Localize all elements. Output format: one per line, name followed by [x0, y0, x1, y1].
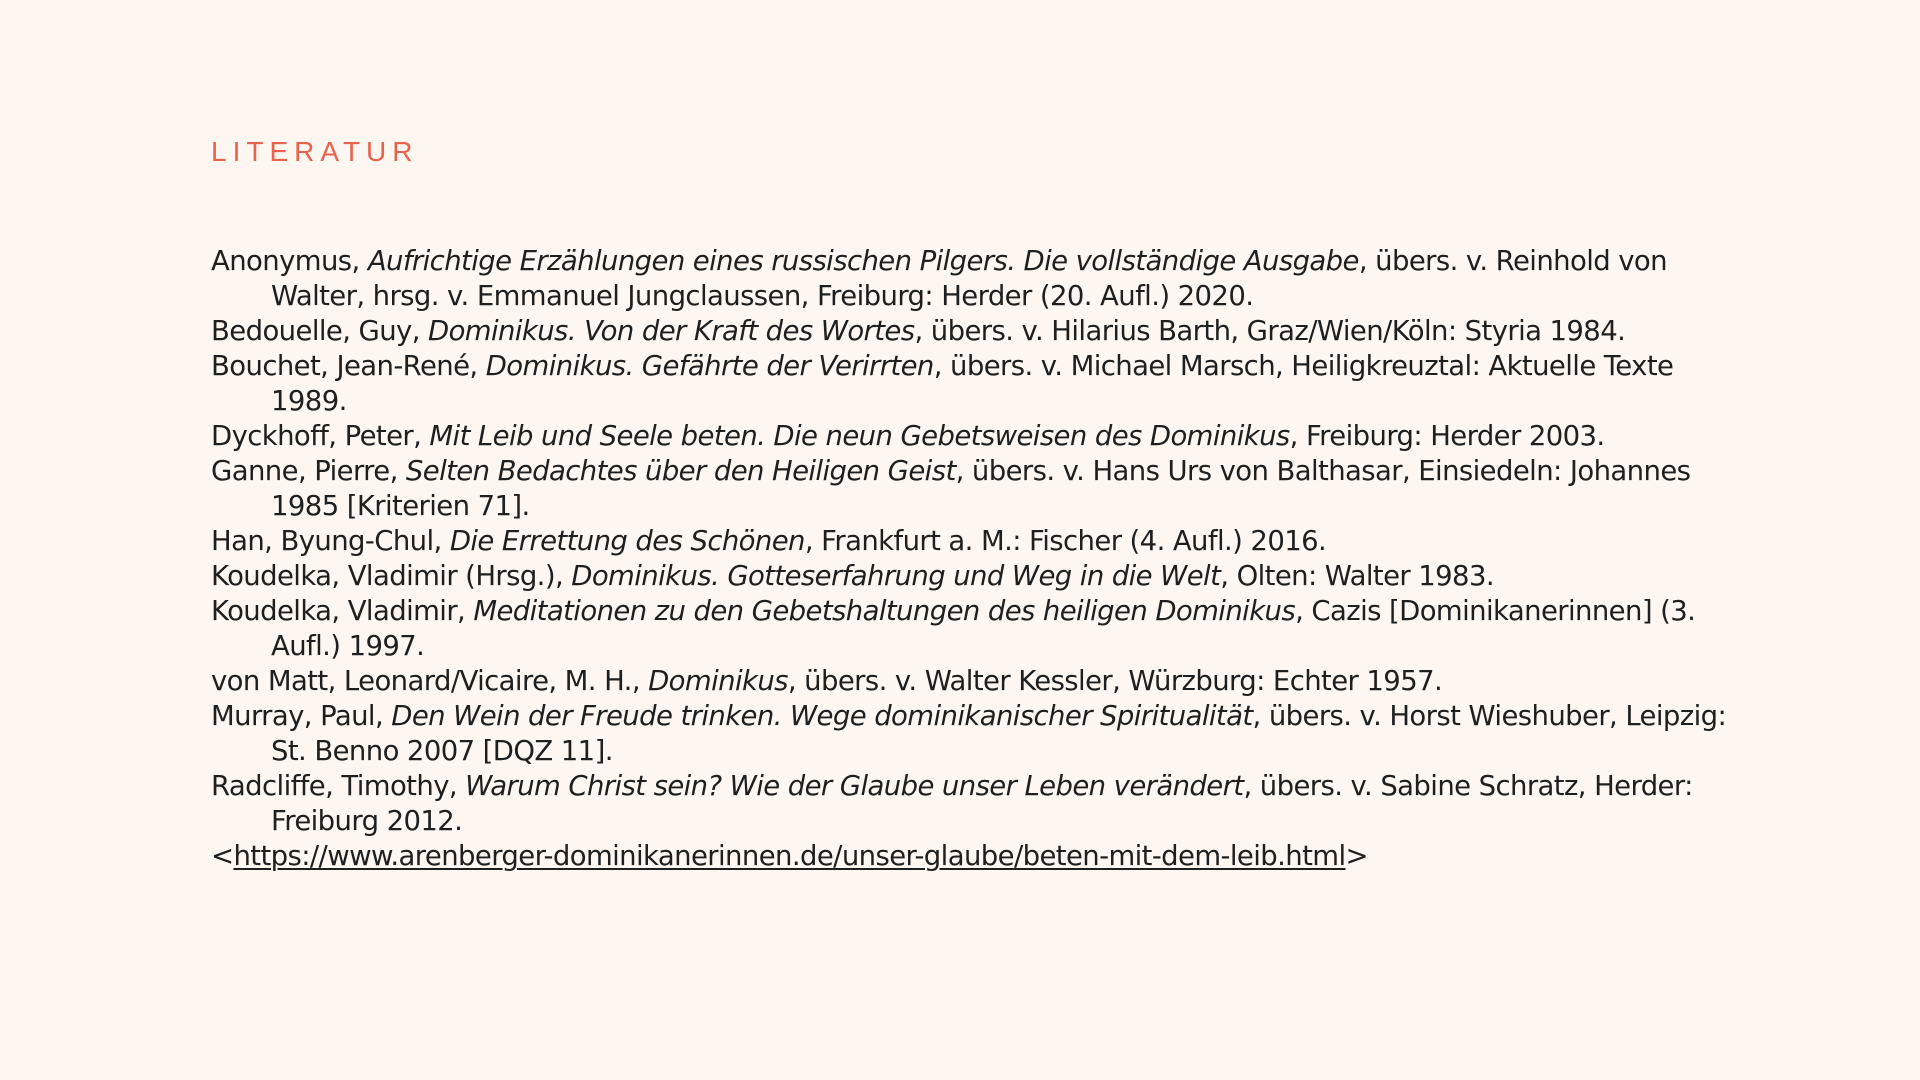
reference-entry: [211, 524, 1751, 559]
reference-details: , Freiburg: Herder 2003.: [1289, 420, 1605, 452]
reference-details: , übers. v. Walter Kessler, Würzburg: Echter 1957.: [787, 665, 1443, 697]
reference-title: Selten Bedachtes über den Heiligen Geist: [405, 455, 956, 487]
reference-link-entry: [211, 839, 1751, 874]
reference-details: , übers. v. Reinhold von Walter, hrsg. v. Emmanuel Jungclaussen, Freiburg: Herder (20. Aufl.) 2020.: [271, 245, 1667, 312]
reference-details: , Frankfurt a. M.: Fischer (4. Aufl.) 2016.: [804, 525, 1327, 557]
reference-details: , Olten: Walter 1983.: [1220, 560, 1494, 592]
reference-title: Meditationen zu den Gebetshaltungen des heiligen Dominikus: [473, 595, 1296, 627]
reference-title: Dominikus. Gefährte der Verirrten: [485, 350, 934, 382]
reference-list: [211, 244, 1751, 874]
reference-author: Radcliffe, Timothy,: [211, 770, 466, 802]
link-open-bracket: <: [211, 840, 234, 872]
reference-details: , übers. v. Michael Marsch, Heiligkreuztal: Aktuelle Texte 1989.: [271, 350, 1674, 417]
reference-url-link[interactable]: https://www.arenberger-dominikanerinnen.de/unser-glaube/beten-mit-dem-leib.html: [233, 840, 1346, 872]
reference-title: Dominikus. Von der Kraft des Wortes: [428, 315, 915, 347]
reference-author: Ganne, Pierre,: [211, 455, 406, 487]
reference-title: Aufrichtige Erzählungen eines russischen Pilgers. Die vollständige Ausgabe: [367, 245, 1359, 277]
reference-entry: [211, 664, 1751, 699]
section-heading: LITERATUR: [211, 136, 419, 167]
reference-author: von Matt, Leonard/Vicaire, M. H.,: [211, 665, 649, 697]
reference-author: Dyckhoff, Peter,: [211, 420, 430, 452]
reference-author: Anonymus,: [211, 245, 368, 277]
reference-entry: [211, 594, 1751, 664]
reference-details: , übers. v. Hans Urs von Balthasar, Einsiedeln: Johannes 1985 [Kriterien 71].: [271, 455, 1691, 522]
reference-author: Bouchet, Jean-René,: [211, 350, 486, 382]
reference-title: Dominikus: [648, 665, 788, 697]
reference-entry: [211, 559, 1751, 594]
reference-entry: [211, 699, 1751, 769]
reference-entry: [211, 314, 1751, 349]
reference-title: Warum Christ sein? Wie der Glaube unser Leben verändert: [465, 770, 1244, 802]
reference-entry: [211, 769, 1751, 839]
reference-title: Mit Leib und Seele beten. Die neun Gebetsweisen des Dominikus: [429, 420, 1290, 452]
reference-author: Koudelka, Vladimir (Hrsg.),: [211, 560, 572, 592]
link-close-bracket: >: [1345, 840, 1368, 872]
reference-author: Bedouelle, Guy,: [211, 315, 428, 347]
reference-title: Die Errettung des Schönen: [449, 525, 805, 557]
reference-entry: [211, 454, 1751, 524]
reference-details: , Cazis [Dominikanerinnen] (3. Aufl.) 1997.: [271, 595, 1696, 662]
reference-author: Han, Byung-Chul,: [211, 525, 450, 557]
reference-title: Den Wein der Freude trinken. Wege dominikanischer Spiritualität: [391, 700, 1253, 732]
reference-entry: [211, 349, 1751, 419]
reference-entry: [211, 419, 1751, 454]
reference-title: Dominikus. Gotteserfahrung und Weg in die Welt: [571, 560, 1221, 592]
reference-entry: [211, 244, 1751, 314]
reference-details: , übers. v. Hilarius Barth, Graz/Wien/Köln: Styria 1984.: [914, 315, 1626, 347]
reference-author: Murray, Paul,: [211, 700, 392, 732]
reference-author: Koudelka, Vladimir,: [211, 595, 474, 627]
reference-details: , übers. v. Sabine Schratz, Herder: Freiburg 2012.: [271, 770, 1693, 837]
reference-details: , übers. v. Horst Wieshuber, Leipzig: St. Benno 2007 [DQZ 11].: [271, 700, 1727, 767]
